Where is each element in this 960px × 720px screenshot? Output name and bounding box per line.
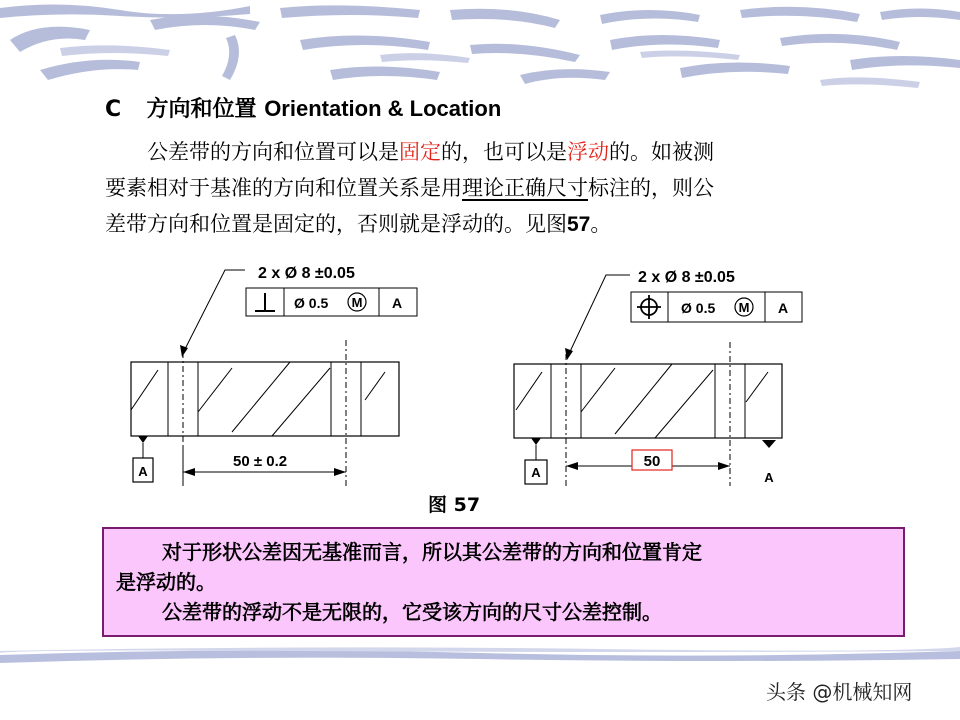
note-line-1: 对于形状公差因无基准而言，所以其公差带的方向和位置肯定: [162, 540, 702, 564]
decorative-header-band: [0, 0, 960, 95]
heading-letter: C: [105, 97, 122, 122]
figure-caption: 图 57: [428, 494, 481, 516]
heading-chinese: 方向和位置: [146, 97, 257, 122]
explanation-paragraph: [105, 134, 895, 243]
watermark: 头条 @机械知网: [766, 680, 913, 704]
floating-term: 浮动: [567, 140, 609, 164]
paragraph-line-2: 要素相对于基准的方向和位置关系是用理论正确尺寸标注的，则公: [105, 176, 714, 200]
right-datum-label: A: [531, 465, 541, 480]
left-mmc-modifier: M: [351, 295, 363, 310]
left-datum-label: A: [138, 464, 148, 479]
heading-english: Orientation & Location: [264, 96, 502, 121]
right-drawing: [514, 269, 802, 486]
right-hole-callout: 2 x Ø 8 ±0.05: [638, 269, 735, 286]
right-tolerance-value: Ø 0.5: [681, 300, 716, 316]
left-tolerance-value: Ø 0.5: [294, 295, 329, 311]
right-mmc-modifier: M: [738, 300, 750, 315]
right-datum-ref: A: [777, 300, 789, 316]
basic-dimension-term: 理论正确尺寸: [462, 176, 588, 200]
left-dimension: 50 ± 0.2: [233, 453, 288, 470]
figure-57-drawings: [0, 250, 960, 520]
fixed-term: 固定: [399, 140, 441, 164]
note-line-3: 公差带的浮动不是无限的，它受该方向的尺寸公差控制。: [162, 600, 662, 624]
left-datum-ref: A: [391, 295, 403, 311]
left-drawing: [131, 265, 417, 486]
right-side-datum-label: A: [764, 470, 774, 485]
decorative-footer-band: [0, 645, 960, 667]
paragraph-line-3: 差带方向和位置是固定的，否则就是浮动的。见图57。: [105, 212, 612, 236]
note-line-2: 是浮动的。: [116, 570, 216, 594]
figure-number-ref: 57: [567, 213, 591, 236]
paragraph-line-1: 公差带的方向和位置可以是固定的，也可以是浮动的。如被测: [147, 140, 714, 164]
note-box: [102, 527, 905, 637]
left-hole-callout: 2 x Ø 8 ±0.05: [258, 265, 355, 282]
section-heading: [105, 92, 501, 123]
right-dimension: 50: [643, 453, 661, 470]
